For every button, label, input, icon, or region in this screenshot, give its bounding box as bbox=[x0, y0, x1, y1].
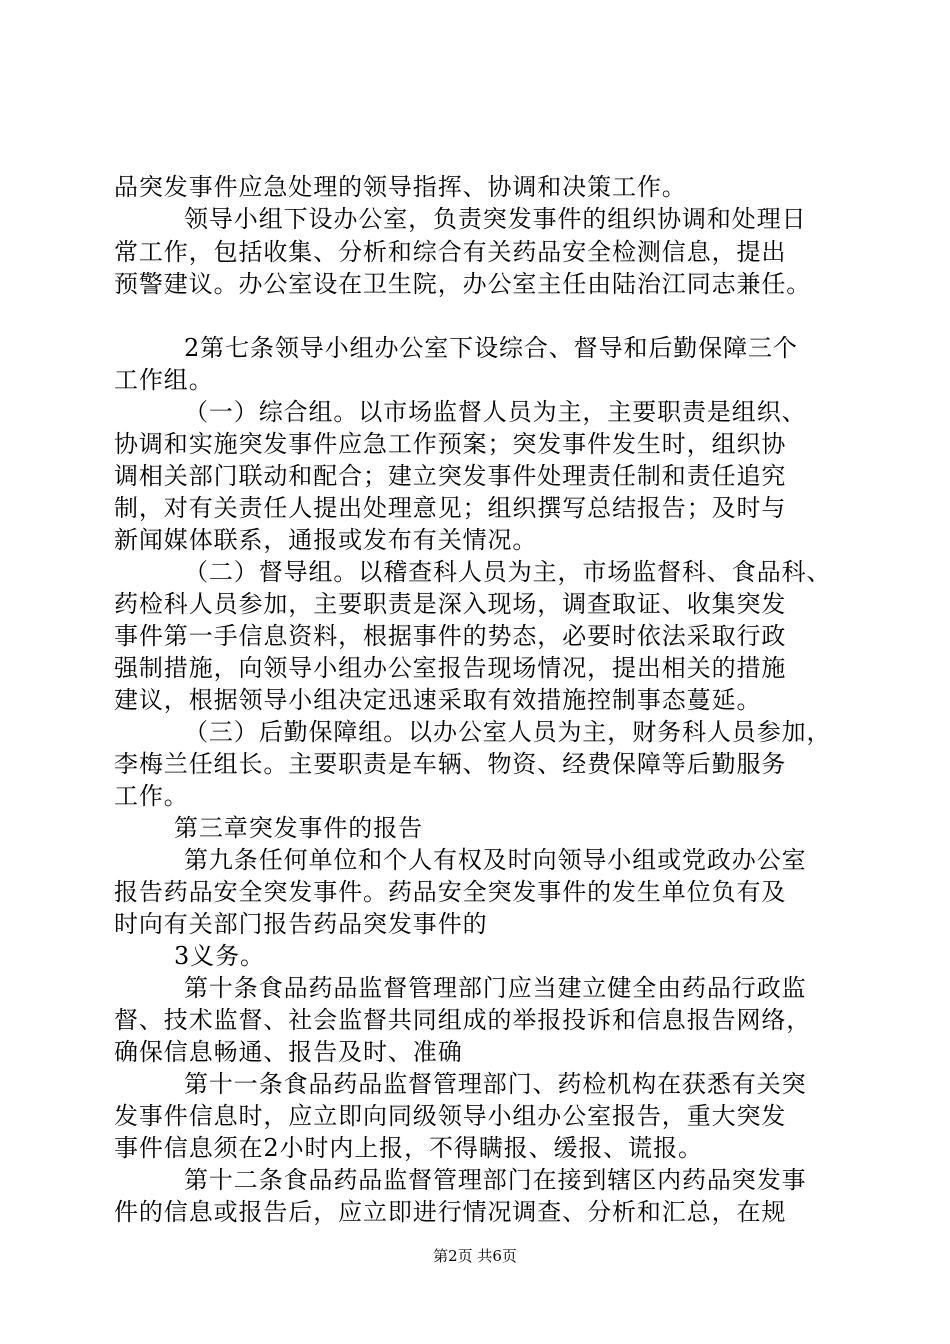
text-line-17: （三）后勤保障组。以办公室人员为主，财务科人员参加， bbox=[184, 718, 832, 746]
text-line-13: 药检科人员参加，主要职责是深入现场，调查取证、收集突发 bbox=[114, 590, 787, 618]
text-line-2: 领导小组下设办公室，负责突发事件的组织协调和处理日 bbox=[184, 205, 807, 233]
text-line-8: 协调和实施突发事件应急工作预案；突发事件发生时，组织协 bbox=[114, 430, 787, 458]
text-line-4: 预警建议。办公室设在卫生院，办公室主任由陆治江同志兼任。 bbox=[114, 270, 812, 298]
text-line-9: 调相关部门联动和配合；建立突发事件处理责任制和责任追究 bbox=[114, 462, 787, 490]
text-line-23: 时向有关部门报告药品突发事件的 bbox=[114, 910, 488, 938]
text-line-3: 常工作，包括收集、分析和综合有关药品安全检测信息，提出 bbox=[114, 238, 787, 266]
text-line-1: 品突发事件应急处理的领导指挥、协调和决策工作。 bbox=[114, 173, 687, 201]
text-line-12: （二）督导组。以稽查科人员为主，市场监督科、食品科、 bbox=[184, 558, 832, 586]
text-line-6: 工作组。 bbox=[114, 366, 214, 394]
text-line-7: （一）综合组。以市场监督人员为主，主要职责是组织、 bbox=[184, 398, 807, 426]
text-line-21: 第九条任何单位和个人有权及时向领导小组或党政办公室 bbox=[184, 846, 807, 874]
text-line-29: 发事件信息时，应立即向同级领导小组办公室报告，重大突发 bbox=[114, 1102, 787, 1130]
text-line-10: 制，对有关责任人提出处理意见；组织撰写总结报告；及时与 bbox=[114, 494, 787, 522]
text-line-14: 事件第一手信息资料，根据事件的势态，必要时依法采取行政 bbox=[114, 622, 787, 650]
text-line-25: 第十条食品药品监督管理部门应当建立健全由药品行政监 bbox=[184, 974, 807, 1002]
text-line-30: 事件信息须在2小时内上报，不得瞒报、缓报、谎报。 bbox=[114, 1134, 703, 1162]
text-line-19: 工作。 bbox=[114, 782, 189, 810]
text-line-26: 督、技术监督、社会监督共同组成的举报投诉和信息报告网络， bbox=[114, 1006, 812, 1034]
text-line-28: 第十一条食品药品监督管理部门、药检机构在获悉有关突 bbox=[184, 1070, 807, 1098]
text-line-16: 建议，根据领导小组决定迅速采取有效措施控制事态蔓延。 bbox=[114, 686, 762, 714]
text-line-31: 第十二条食品药品监督管理部门在接到辖区内药品突发事 bbox=[184, 1166, 807, 1194]
text-line-18: 李梅兰任组长。主要职责是车辆、物资、经费保障等后勤服务 bbox=[114, 750, 787, 778]
text-line-11: 新闻媒体联系，通报或发布有关情况。 bbox=[114, 526, 538, 554]
text-line-24: 3义务。 bbox=[174, 942, 265, 970]
text-line-32: 件的信息或报告后，应立即进行情况调查、分析和汇总，在规 bbox=[114, 1198, 787, 1226]
page-number-footer: 第2页 共6页 bbox=[433, 1247, 517, 1265]
text-line-20: 第三章突发事件的报告 bbox=[174, 814, 423, 842]
text-line-27: 确保信息畅通、报告及时、准确 bbox=[114, 1038, 463, 1066]
text-line-5: 2第七条领导小组办公室下设综合、督导和后勤保障三个 bbox=[184, 334, 798, 362]
text-line-15: 强制措施，向领导小组办公室报告现场情况，提出相关的措施 bbox=[114, 654, 787, 682]
text-line-22: 报告药品安全突发事件。药品安全突发事件的发生单位负有及 bbox=[114, 878, 787, 906]
